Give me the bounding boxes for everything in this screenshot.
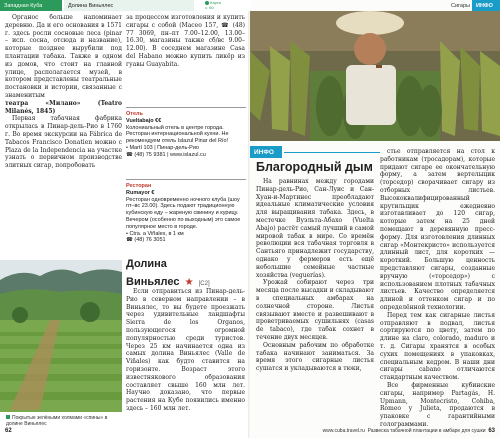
divider xyxy=(284,152,380,153)
paragraph: Основным рабочим по обработке табака начинают заниматься. За время этого сигарные листья сушатся и укладываются в тюки, xyxy=(256,341,374,373)
left-header xyxy=(0,0,250,11)
hotel-listing xyxy=(126,104,246,159)
tobacco-valley-photo xyxy=(0,260,122,412)
map-grid-ref: [C2] xyxy=(198,281,210,287)
left-column-1 xyxy=(5,14,122,170)
hotel-address: • Martí 103 | Пинар-дель-Рио xyxy=(126,144,199,151)
hotel-name: Vueltabajo €€ xyxy=(126,117,162,124)
vinales-title-line2: Виньялес xyxy=(126,276,180,288)
footer-url: www.cuba.travel.ru xyxy=(322,428,365,434)
page-number-right: 63 xyxy=(488,428,495,434)
paragraph: стье отправляется на стол к работникам (тросадорам), которые придают сигаре ее окончательную форму, а затем вертелыцик (торседор) сворачивает сигару из отборных листьев. Высококвалифицированный крутильщик ежедневно изготавливает до 120 сигар, которые затем на 25 дней помещают в деревянную пресс-форму. Для изготовления длинных сигар «Монтекристо» используется длинный лист, для коротких — короткий. Большую ценность представляют сигары, созданные вручную («торседор») с использованием плотных табачных листьев. Качество определяется длиной и оттенком сигар и по определённой технологии. xyxy=(380,148,495,311)
right-column-1 xyxy=(256,178,374,373)
paragraph: Все фирменные кубинские сигары, например Partagás, H. Upmann, Montecristo, Cohiba, Romeo y Julieta, продаются в упаковке с гарантийными голограммами. xyxy=(380,381,495,428)
region-tag: Западная Куба xyxy=(0,0,62,11)
divider xyxy=(126,107,246,108)
restaurant-listing xyxy=(126,176,246,244)
caption-marker-icon xyxy=(6,415,10,419)
restaurant-description: Ресторан одновременно ночного клуба (шоу пт–вс 23.00). Здесь подают традиционную кубинскую еду – жареную свинину и курицу. Вечером (особенно по выходным) это самое популярное место в городе. xyxy=(126,196,241,230)
footer-caption: Развеска табачной плантации в амбаре для сушки xyxy=(367,428,486,434)
section-title: Сигары xyxy=(450,3,470,9)
tobacco-farmer-photo xyxy=(250,11,500,141)
paragraph: Урожай собирают через три месяца после высадки и складывают в специальных амбарах на солнечной стороне. Листья связывают вместе и развешивают в проветриваемых сушильнях (casas de tabaco), где табак сохнет в течение двух месяцев. xyxy=(256,279,374,341)
right-footer xyxy=(323,428,495,434)
theatre-name: театра «Милано» (Teatro Milanés, 1845) xyxy=(5,99,122,115)
paragraph: Первая табачная фабрика открылась в Пинар-дель-Рио в 1760 г. Во время экскурсии на Fábrica de Tabacos Francisco Donatien можно с Plaza de la Independencia на участке узнать о первичном производстве элитных сигар, попробовать xyxy=(5,115,122,170)
right-page xyxy=(250,0,500,438)
section-title: Долина Виньялес xyxy=(64,0,194,11)
vinales-heading xyxy=(126,258,246,289)
paragraph: Если отправиться из Пинар-дель-Рио в северном направлении – в Виньялес, то вы будете проезжать через удивительные ландшафты Sierra de los Organos, пользующегося огромной популярностью среди туристов. Через 25 км начинается одна из самых долина Виньялес (Valle de Viñales) как будто ставится на горизонте. Возраст этого известнякового образования составляет свыше 160 млн лет. Научно доказано, что первые растения на Кубе появились именно здесь – 160 млн лет. xyxy=(126,288,245,412)
paragraph: На равнинах между городами Пинар-дель-Рио, Сан-Луис и Сан-Хуан-и-Мартинес преобладают идеальные климатические условия для выращивания табака. Здесь, в местечке Вуэльта-Абахо (Vuelta Abajo) растёт самый лучший в самой мировой табак в мире. Со времён революции вся табачная торговля в Сантьяго принадлежит государству, однако у фермеров есть ещё небольшие семейные частные хозяйства (veguerías). xyxy=(256,178,374,279)
divider xyxy=(126,179,246,180)
paragraph: Перед тем как сигарные листья отправляют в подвал, листья сортируются по цвету, затем по длине на claro, colorado, maduro и т. д. Сигары хранятся в особых сухих помещениях в упаковках, специальным кедром. В наши дни сигары cabano отличаются стандартным качеством. xyxy=(380,311,495,382)
paragraph: Органос больше напоминает деревню. Да и его основания в 1571 г. здесь росли сосновые леса (pinar – исп. сосна, отсюда и название), которые позднее вырубили под плантации табака. Также в одном из домов, что стоит на главной улице, располагается музей, в котором представлены театральные постановки и истории, связанные с знаменитым xyxy=(5,14,122,99)
info-label: ИНФО xyxy=(250,146,282,158)
info-tag: ИНФО xyxy=(472,0,500,11)
vinales-title-line1: Долина xyxy=(126,258,167,270)
hotel-description: Колониальный отель в центре города. Ресторан интернациональной кухни. Не рекомендуем отель Islazul Pinar del Río! xyxy=(126,124,229,145)
restaurant-phone: ☎ (48) 76 3051 xyxy=(126,237,166,244)
article-title: Благородный дым xyxy=(256,160,373,174)
left-column-2 xyxy=(126,14,245,69)
right-column-2 xyxy=(380,148,495,429)
map-reference: Карта с. 60 xyxy=(205,0,221,10)
photo-caption: Покрытые зелёными холмами «спины» в долине Виньялес xyxy=(6,415,108,427)
page-number-left: 62 xyxy=(5,428,12,434)
paragraph: за процессом изготовления и купить сигары с собой (Maceo 157, ☎ (48) 77 3069, пн–пт 7.00–12.00, 13.00–16.30, магазины также сб/вс 9.00–12.00). В соседнем магазине Casa del Habano можно купить ликёр из гуавы Guayabita. xyxy=(126,14,245,68)
right-header xyxy=(250,0,500,11)
vinales-text xyxy=(126,288,245,413)
star-icon: ★ xyxy=(184,277,194,288)
hotel-phone: ☎ (48) 75 9381 | www.islazul.cu xyxy=(126,151,206,158)
restaurant-name: Rumayor € xyxy=(126,189,155,196)
restaurant-address: • Ctra. a Viñales, в 1 км xyxy=(126,230,184,237)
listing-category: Ресторан xyxy=(126,183,152,189)
listing-category: Отель xyxy=(126,111,143,117)
